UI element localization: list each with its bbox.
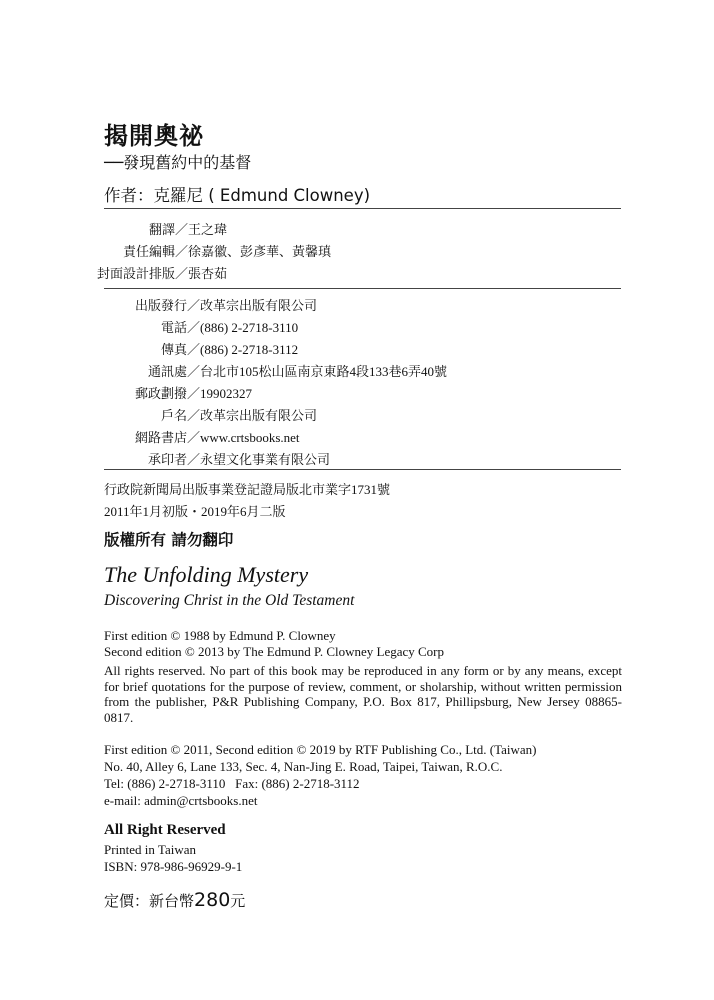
divider-credits xyxy=(104,288,621,289)
english-subtitle: Discovering Christ in the Old Testament xyxy=(104,592,355,609)
divider-publisher xyxy=(104,469,621,470)
credit-label: 責任編輯／ xyxy=(122,245,188,260)
publisher-row xyxy=(0,317,298,336)
publisher-label: 出版發行／ xyxy=(134,298,200,313)
english-title: The Unfolding Mystery xyxy=(104,562,309,587)
publisher-label: 通訊處／ xyxy=(147,364,200,379)
publisher-row xyxy=(0,449,330,468)
publisher-label: 傳真／ xyxy=(160,342,200,357)
publisher-value: 改革宗出版有限公司 xyxy=(200,408,318,423)
credit-value: 張杏茹 xyxy=(188,267,228,282)
price-amount: 280 xyxy=(194,889,231,911)
credit-row-editors xyxy=(0,241,331,260)
publisher-label: 戶名／ xyxy=(160,408,200,423)
publisher-value: 改革宗出版有限公司 xyxy=(200,298,318,313)
publisher-label: 電話／ xyxy=(160,320,200,335)
publisher-value: (886) 2-2718-3110 xyxy=(200,320,299,335)
all-rights-heading: All Right Reserved xyxy=(104,822,226,838)
credit-label: 封面設計排版／ xyxy=(96,267,188,282)
address-line: No. 40, Alley 6, Lane 133, Sec. 4, Nan-Jing E. Road, Taipei, Taiwan, R.O.C. xyxy=(104,759,503,774)
price-unit: 元 xyxy=(230,892,246,910)
publisher-label: 網路書店／ xyxy=(134,430,200,445)
rights-paragraph: All rights reserved. No part of this book may be reproduced in any form or by any means, except for brief quotations for the purpose of review, comment, or sholarship, without written permission from the publisher, P&R Publishing Company, P.O. Box 817, Phillipsburg, New Jersey 08865-0817. xyxy=(104,663,622,725)
copyright-line-1: First edition © 1988 by Edmund P. Clowney xyxy=(104,628,336,643)
author-line: 作者：克羅尼 ( Edmund Clowney) xyxy=(104,186,371,205)
book-title-zh: 揭開奧祕 xyxy=(104,122,204,150)
credit-value: 徐嘉徽、彭彥華、黃馨瑱 xyxy=(188,245,332,260)
book-subtitle-zh: ──發現舊約中的基督 xyxy=(104,153,252,172)
email-line: e-mail: admin@crtsbooks.net xyxy=(104,793,258,808)
publisher-label: 郵政劃撥／ xyxy=(134,386,200,401)
publisher-value: 台北市105松山區南京東路4段133巷6弄40號 xyxy=(200,364,448,379)
publisher-value: (886) 2-2718-3112 xyxy=(200,342,299,357)
credit-row-cover-design xyxy=(0,263,227,282)
copyright-line-2: Second edition © 2013 by The Edmund P. Clowney Legacy Corp xyxy=(104,644,445,659)
credit-row-translator xyxy=(0,219,227,238)
publisher-value: 永望文化事業有限公司 xyxy=(200,452,331,467)
credit-label: 翻譯／ xyxy=(148,223,188,238)
publisher-label: 承印者／ xyxy=(147,452,200,467)
credit-value: 王之瑋 xyxy=(188,223,228,238)
publisher-value: 19902327 xyxy=(200,386,252,401)
publisher-row xyxy=(0,427,300,446)
publisher-value: www.crtsbooks.net xyxy=(200,430,300,445)
tel-fax-line: Tel: (886) 2-2718-3110 Fax: (886) 2-2718-3112 xyxy=(104,776,360,791)
publisher-row xyxy=(0,405,317,424)
price-label: 定價：新台幣 xyxy=(104,892,195,910)
registration-line: 行政院新聞局出版事業登記證局版北市業字1731號 xyxy=(104,482,391,497)
printed-line: Printed in Taiwan xyxy=(104,842,197,857)
editions-zh-line: 2011年1月初版・2019年6月二版 xyxy=(104,504,286,519)
taiwan-edition-line: First edition © 2011, Second edition © 2019 by RTF Publishing Co., Ltd. (Taiwan) xyxy=(104,742,537,757)
isbn-line: ISBN: 978-986-96929-9-1 xyxy=(104,859,243,874)
publisher-row xyxy=(0,383,252,402)
rights-zh: 版權所有 請勿翻印 xyxy=(104,531,234,549)
publisher-row xyxy=(0,361,447,380)
divider-top xyxy=(104,208,621,209)
publisher-row xyxy=(0,339,298,358)
price-line xyxy=(104,889,245,911)
publisher-row xyxy=(0,295,317,314)
